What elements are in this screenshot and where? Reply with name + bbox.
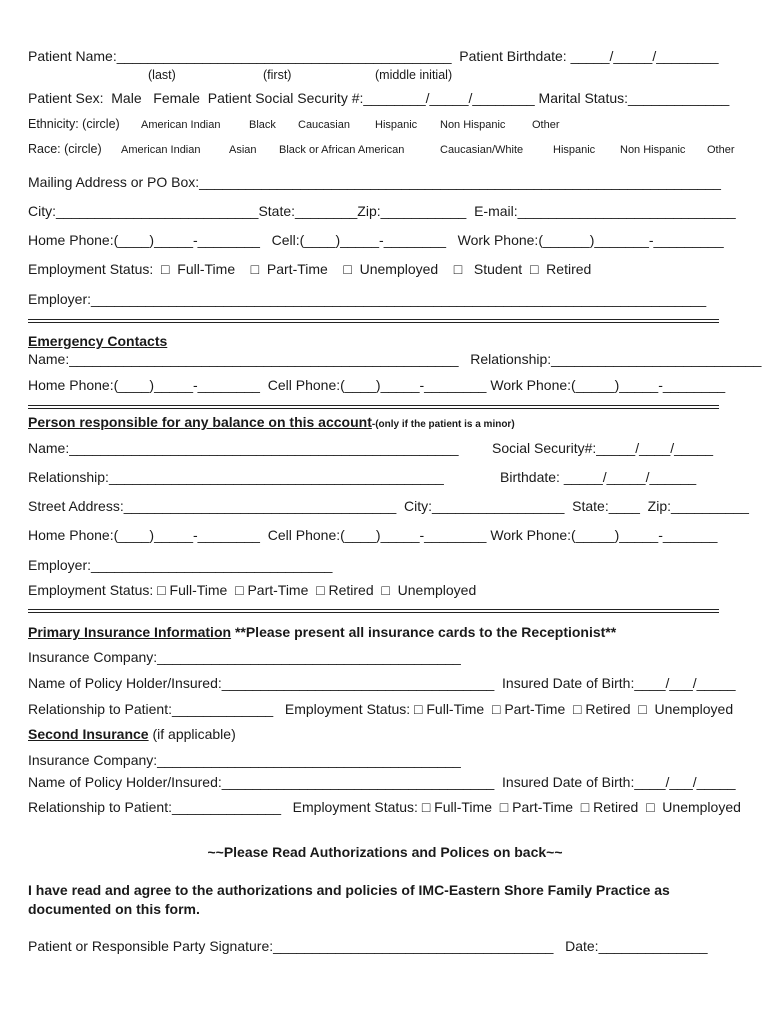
race-option-caucasian-white[interactable]: Caucasian/White [440, 144, 524, 156]
race-option-other[interactable]: Other [707, 144, 735, 156]
primary-insurance-heading-row [28, 624, 616, 640]
ethnicity-option-hispanic[interactable]: Hispanic [375, 119, 418, 131]
ethnicity-option-caucasian[interactable]: Caucasian [298, 119, 350, 131]
city-state-zip-email-line[interactable]: City:__________________________State:________Zip:___________ E-mail:____________________________ [28, 203, 736, 219]
ethnicity-label: Ethnicity: (circle) [28, 117, 120, 131]
second-insurance-heading-row [28, 726, 236, 742]
primary-policy-holder-line[interactable]: Name of Policy Holder/Insured:___________________________________ Insured Date of Birth:____/___/_____ [28, 675, 736, 691]
section-divider [28, 609, 719, 613]
mailing-address-line[interactable]: Mailing Address or PO Box:___________________________________________________________________ [28, 174, 721, 190]
responsible-phone-line[interactable]: Home Phone:(____)_____-________ Cell Phone:(____)_____-________ Work Phone:(_____)_____-_______ [28, 527, 718, 543]
race-option-black-african-american[interactable]: Black or African American [279, 144, 405, 156]
responsible-ssn-line[interactable]: Social Security#:_____/____/_____ [492, 440, 714, 456]
primary-insurance-note: **Please present all insurance cards to the Receptionist** [231, 624, 617, 640]
second-insurance-note: (if applicable) [148, 726, 236, 742]
name-hint-last: (last) [148, 68, 176, 82]
second-policy-holder-line[interactable]: Name of Policy Holder/Insured:___________________________________ Insured Date of Birth:____/___/_____ [28, 774, 736, 790]
responsible-heading-row [28, 414, 515, 433]
responsible-party-note: -(only if the patient is a minor) [371, 419, 515, 430]
ethnicity-option-american-indian[interactable]: American Indian [141, 119, 221, 131]
race-option-hispanic[interactable]: Hispanic [553, 144, 596, 156]
primary-insurance-heading: Primary Insurance Information [28, 624, 232, 640]
responsible-party-heading: Person responsible for any balance on this account [28, 414, 372, 430]
name-hint-middle: (middle initial) [375, 68, 453, 82]
race-option-asian[interactable]: Asian [229, 144, 257, 156]
section-divider [28, 405, 719, 409]
ethnicity-option-non-hispanic[interactable]: Non Hispanic [440, 119, 506, 131]
patient-employer-line[interactable]: Employer:_______________________________________________________________________________ [28, 291, 707, 307]
signature-date-line[interactable]: Patient or Responsible Party Signature:____________________________________ Date:______________ [28, 938, 708, 954]
patient-employment-status[interactable]: Employment Status: □ Full-Time □ Part-Time □ Unemployed □ Student □ Retired [28, 261, 592, 277]
responsible-employment-status[interactable]: Employment Status: □ Full-Time □ Part-Time □ Retired □ Unemployed [28, 582, 477, 598]
patient-phone-line[interactable]: Home Phone:(____)_____-________ Cell:(____)_____-________ Work Phone:(______)_______-_________ [28, 232, 724, 248]
responsible-relationship-line[interactable]: Relationship:___________________________________________ [28, 469, 444, 485]
emergency-name-line[interactable]: Name:__________________________________________________ Relationship:___________________________ [28, 351, 762, 367]
second-insurance-heading: Second Insurance [28, 726, 149, 742]
read-authorizations-notice: ~~Please Read Authorizations and Polices on back~~ [207, 844, 563, 860]
emergency-phone-line[interactable]: Home Phone:(____)_____-________ Cell Phone:(____)_____-________ Work Phone:(_____)_____-________ [28, 377, 726, 393]
responsible-name-line[interactable]: Name:__________________________________________________ [28, 440, 459, 456]
agreement-text-line-2: documented on this form. [28, 901, 200, 917]
ethnicity-option-other[interactable]: Other [532, 119, 560, 131]
primary-relationship-line[interactable]: Relationship to Patient:_____________ Employment Status: □ Full-Time □ Part-Time □ Retired □ Unemployed [28, 701, 734, 717]
second-relationship-line[interactable]: Relationship to Patient:______________ Employment Status: □ Full-Time □ Part-Time □ Retired □ Unemployed [28, 799, 741, 815]
responsible-address-line[interactable]: Street Address:___________________________________ City:_________________ State:____ Zip:__________ [28, 498, 749, 514]
patient-name-line[interactable]: Patient Name:___________________________________________ Patient Birthdate: _____/_____/________ [28, 48, 719, 64]
responsible-employer-line[interactable]: Employer:_______________________________ [28, 557, 333, 573]
primary-insurance-company-line[interactable]: Insurance Company:_______________________________________ [28, 649, 461, 665]
race-option-american-indian[interactable]: American Indian [121, 144, 201, 156]
section-divider [28, 319, 719, 323]
patient-sex-line[interactable]: Patient Sex: Male Female Patient Social Security #:________/_____/________ Marital Status:_____________ [28, 90, 730, 106]
emergency-contacts-heading: Emergency Contacts [28, 333, 168, 349]
race-label: Race: (circle) [28, 142, 102, 156]
agreement-text-line-1: I have read and agree to the authorizations and policies of IMC-Eastern Shore Family Practice as [28, 882, 670, 898]
second-insurance-company-line[interactable]: Insurance Company:_______________________________________ [28, 752, 461, 768]
responsible-birthdate-line[interactable]: Birthdate: _____/_____/______ [500, 469, 697, 485]
ethnicity-option-black[interactable]: Black [249, 119, 276, 131]
name-hint-first: (first) [263, 68, 292, 82]
race-option-non-hispanic[interactable]: Non Hispanic [620, 144, 686, 156]
